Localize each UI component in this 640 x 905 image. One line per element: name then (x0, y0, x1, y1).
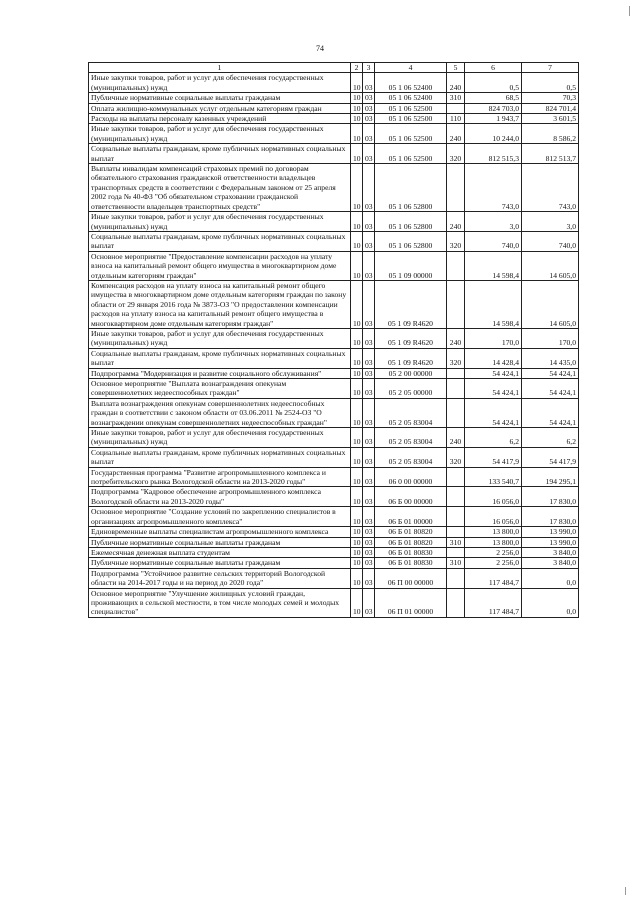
section-code: 10 (351, 328, 363, 348)
amount-year-2: 3 840,0 (522, 558, 579, 568)
expense-type-code: 310 (447, 537, 465, 547)
table-row (89, 73, 579, 93)
expense-type-code (447, 487, 465, 507)
expense-type-code (447, 398, 465, 427)
subsection-code: 03 (363, 537, 375, 547)
table-row (89, 527, 579, 537)
amount-year-1: 740,0 (465, 231, 522, 251)
table-row (89, 144, 579, 164)
scan-edge-mark (625, 887, 626, 895)
row-description: Иные закупки товаров, работ и услуг для обеспечения государственных (муниципальных) нужд (89, 124, 351, 144)
expense-type-code (447, 164, 465, 212)
expense-type-code (447, 568, 465, 588)
target-article-code: 05 2 05 83004 (375, 398, 447, 427)
table-row (89, 568, 579, 588)
row-description: Социальные выплаты гражданам, кроме публичных нормативных социальных выплат (89, 447, 351, 467)
section-code: 10 (351, 103, 363, 113)
target-article-code: 05 1 06 52400 (375, 73, 447, 93)
target-article-code: 05 1 06 52500 (375, 124, 447, 144)
subsection-code: 03 (363, 348, 375, 368)
section-code: 10 (351, 487, 363, 507)
subsection-code: 03 (363, 428, 375, 448)
table-row (89, 487, 579, 507)
section-code: 10 (351, 73, 363, 93)
amount-year-2: 17 830,0 (522, 507, 579, 527)
amount-year-1: 68,5 (465, 93, 522, 103)
amount-year-1: 14 598,4 (465, 280, 522, 328)
amount-year-1: 16 056,0 (465, 507, 522, 527)
amount-year-1: 743,0 (465, 164, 522, 212)
expense-type-code (447, 507, 465, 527)
section-code: 10 (351, 568, 363, 588)
section-code: 10 (351, 124, 363, 144)
amount-year-2: 0,0 (522, 568, 579, 588)
table-row (89, 212, 579, 232)
amount-year-1: 2 256,0 (465, 558, 522, 568)
amount-year-2: 70,3 (522, 93, 579, 103)
amount-year-2: 54 417,9 (522, 447, 579, 467)
target-article-code: 05 2 05 00000 (375, 379, 447, 399)
amount-year-1: 13 800,0 (465, 537, 522, 547)
row-description: Выплаты инвалидам компенсаций страховых премий по договорам обязательного страхования гражданской ответственности владельцев транспортных средств в соответствии с Федеральным законом от 25 апреля 2002 года № 40-ФЗ "Об обязательном страховании гражданской ответственности владельцев транспортных средств" (89, 164, 351, 212)
amount-year-1: 2 256,0 (465, 547, 522, 557)
row-description: Социальные выплаты гражданам, кроме публичных нормативных социальных выплат (89, 144, 351, 164)
expense-type-code (447, 103, 465, 113)
target-article-code: 05 2 00 00000 (375, 368, 447, 378)
row-description: Иные закупки товаров, работ и услуг для обеспечения государственных (муниципальных) нужд (89, 328, 351, 348)
subsection-code: 03 (363, 114, 375, 124)
row-description: Основное мероприятие "Предоставление компенсации расходов на уплату взноса на капитальный ремонт общего имущества в многоквартирном доме отдельным категориям граждан" (89, 251, 351, 280)
target-article-code: 05 1 09 00000 (375, 251, 447, 280)
amount-year-2: 743,0 (522, 164, 579, 212)
table-row (89, 124, 579, 144)
amount-year-2: 13 990,0 (522, 537, 579, 547)
row-description: Иные закупки товаров, работ и услуг для обеспечения государственных (муниципальных) нужд (89, 428, 351, 448)
section-code: 10 (351, 368, 363, 378)
section-code: 10 (351, 588, 363, 617)
target-article-code: 06 Б 01 80830 (375, 558, 447, 568)
amount-year-1: 10 244,0 (465, 124, 522, 144)
amount-year-1: 824 703,0 (465, 103, 522, 113)
amount-year-1: 812 515,3 (465, 144, 522, 164)
subsection-code: 03 (363, 93, 375, 103)
expense-type-code: 110 (447, 114, 465, 124)
expense-type-code: 320 (447, 231, 465, 251)
section-code: 10 (351, 93, 363, 103)
expense-type-code: 320 (447, 447, 465, 467)
column-number: 4 (375, 63, 447, 73)
table-row (89, 558, 579, 568)
subsection-code: 03 (363, 398, 375, 427)
expense-type-code: 240 (447, 328, 465, 348)
row-description: Государственная программа "Развитие агропромышленного комплекса и потребительского рынка Вологодской области на 2013-2020 годы" (89, 467, 351, 487)
section-code: 10 (351, 467, 363, 487)
amount-year-1: 54 424,1 (465, 379, 522, 399)
amount-year-1: 13 800,0 (465, 527, 522, 537)
subsection-code: 03 (363, 231, 375, 251)
expense-type-code: 310 (447, 558, 465, 568)
target-article-code: 05 2 05 83004 (375, 447, 447, 467)
target-article-code: 05 1 09 R4620 (375, 280, 447, 328)
target-article-code: 06 П 00 00000 (375, 568, 447, 588)
budget-table-body (89, 63, 579, 618)
subsection-code: 03 (363, 527, 375, 537)
row-description: Иные закупки товаров, работ и услуг для обеспечения государственных (муниципальных) нужд (89, 212, 351, 232)
amount-year-2: 6,2 (522, 428, 579, 448)
row-description: Основное мероприятие "Создание условий по закреплению специалистов в организациях агропромышленного комплекса" (89, 507, 351, 527)
amount-year-2: 14 605,0 (522, 280, 579, 328)
row-description: Единовременные выплаты специалистам агропромышленного комплекса (89, 527, 351, 537)
table-row (89, 231, 579, 251)
amount-year-1: 117 484,7 (465, 568, 522, 588)
expense-type-code (447, 251, 465, 280)
amount-year-2: 54 424,1 (522, 368, 579, 378)
scan-edge-mark (629, 6, 630, 16)
subsection-code: 03 (363, 507, 375, 527)
amount-year-1: 0,5 (465, 73, 522, 93)
section-code: 10 (351, 114, 363, 124)
amount-year-1: 133 540,7 (465, 467, 522, 487)
row-description: Основное мероприятие "Улучшение жилищных условий граждан, проживающих в сельской местности, в том числе молодых семей и молодых специалистов" (89, 588, 351, 617)
subsection-code: 03 (363, 467, 375, 487)
amount-year-1: 6,2 (465, 428, 522, 448)
amount-year-2: 0,0 (522, 588, 579, 617)
target-article-code: 05 1 06 52800 (375, 231, 447, 251)
section-code: 10 (351, 527, 363, 537)
amount-year-2: 3 840,0 (522, 547, 579, 557)
row-description: Подпрограмма "Кадровое обеспечение агропромышленного комплекса Вологодской области на 2013-2020 годы" (89, 487, 351, 507)
target-article-code: 05 1 06 52400 (375, 93, 447, 103)
table-row (89, 398, 579, 427)
column-number-row (89, 63, 579, 73)
budget-table (88, 62, 579, 618)
expense-type-code: 240 (447, 212, 465, 232)
amount-year-2: 14 605,0 (522, 251, 579, 280)
page-number: 74 (316, 44, 324, 53)
column-number: 2 (351, 63, 363, 73)
subsection-code: 03 (363, 568, 375, 588)
subsection-code: 03 (363, 588, 375, 617)
amount-year-1: 54 424,1 (465, 368, 522, 378)
row-description: Выплата вознаграждения опекунам совершеннолетних недееспособных граждан в соответствии с законом области от 03.06.2011 № 2524-ОЗ "О вознаграждении опекунам совершеннолетних недееспособных граждан" (89, 398, 351, 427)
expense-type-code: 240 (447, 73, 465, 93)
target-article-code: 06 Б 01 80830 (375, 547, 447, 557)
amount-year-1: 3,0 (465, 212, 522, 232)
table-row (89, 379, 579, 399)
amount-year-1: 16 056,0 (465, 487, 522, 507)
subsection-code: 03 (363, 487, 375, 507)
table-row (89, 251, 579, 280)
subsection-code: 03 (363, 212, 375, 232)
table-row (89, 328, 579, 348)
subsection-code: 03 (363, 547, 375, 557)
row-description: Оплата жилищно-коммунальных услуг отдельным категориям граждан (89, 103, 351, 113)
subsection-code: 03 (363, 103, 375, 113)
target-article-code: 05 1 06 52500 (375, 103, 447, 113)
target-article-code: 06 П 01 00000 (375, 588, 447, 617)
amount-year-1: 14 598,4 (465, 251, 522, 280)
subsection-code: 03 (363, 558, 375, 568)
table-row (89, 467, 579, 487)
table-row (89, 447, 579, 467)
section-code: 10 (351, 251, 363, 280)
section-code: 10 (351, 447, 363, 467)
column-number: 5 (447, 63, 465, 73)
section-code: 10 (351, 348, 363, 368)
target-article-code: 05 1 09 R4620 (375, 328, 447, 348)
amount-year-2: 13 990,0 (522, 527, 579, 537)
expense-type-code (447, 280, 465, 328)
section-code: 10 (351, 537, 363, 547)
table-row (89, 507, 579, 527)
target-article-code: 05 1 09 R4620 (375, 348, 447, 368)
row-description: Расходы на выплаты персоналу казенных учреждений (89, 114, 351, 124)
subsection-code: 03 (363, 368, 375, 378)
subsection-code: 03 (363, 251, 375, 280)
amount-year-1: 54 417,9 (465, 447, 522, 467)
expense-type-code: 320 (447, 144, 465, 164)
row-description: Основное мероприятие "Выплата вознаграждения опекунам совершеннолетних недееспособных граждан" (89, 379, 351, 399)
table-row (89, 164, 579, 212)
target-article-code: 06 Б 00 00000 (375, 487, 447, 507)
expense-type-code (447, 467, 465, 487)
section-code: 10 (351, 164, 363, 212)
row-description: Иные закупки товаров, работ и услуг для обеспечения государственных (муниципальных) нужд (89, 73, 351, 93)
section-code: 10 (351, 231, 363, 251)
expense-type-code (447, 368, 465, 378)
section-code: 10 (351, 398, 363, 427)
table-row (89, 547, 579, 557)
table-row (89, 537, 579, 547)
subsection-code: 03 (363, 124, 375, 144)
column-number: 7 (522, 63, 579, 73)
expense-type-code (447, 527, 465, 537)
amount-year-2: 0,5 (522, 73, 579, 93)
expense-type-code (447, 547, 465, 557)
expense-type-code: 310 (447, 93, 465, 103)
target-article-code: 06 Б 01 80820 (375, 537, 447, 547)
row-description: Публичные нормативные социальные выплаты гражданам (89, 537, 351, 547)
row-description: Социальные выплаты гражданам, кроме публичных нормативных социальных выплат (89, 348, 351, 368)
section-code: 10 (351, 280, 363, 328)
column-number: 1 (89, 63, 351, 73)
expense-type-code (447, 379, 465, 399)
row-description: Подпрограмма "Устойчивое развитие сельских территорий Вологодской области на 2014-2017 годы и на период до 2020 года" (89, 568, 351, 588)
expense-type-code: 240 (447, 428, 465, 448)
amount-year-2: 54 424,1 (522, 379, 579, 399)
target-article-code: 06 0 00 00000 (375, 467, 447, 487)
section-code: 10 (351, 212, 363, 232)
row-description: Социальные выплаты гражданам, кроме публичных нормативных социальных выплат (89, 231, 351, 251)
amount-year-2: 3,0 (522, 212, 579, 232)
section-code: 10 (351, 547, 363, 557)
table-row (89, 114, 579, 124)
section-code: 10 (351, 428, 363, 448)
amount-year-1: 117 484,7 (465, 588, 522, 617)
amount-year-2: 14 435,0 (522, 348, 579, 368)
amount-year-2: 3 601,5 (522, 114, 579, 124)
amount-year-2: 8 586,2 (522, 124, 579, 144)
target-article-code: 06 Б 01 00000 (375, 507, 447, 527)
amount-year-2: 17 830,0 (522, 487, 579, 507)
subsection-code: 03 (363, 328, 375, 348)
row-description: Ежемесячная денежная выплата студентам (89, 547, 351, 557)
target-article-code: 06 Б 01 80820 (375, 527, 447, 537)
subsection-code: 03 (363, 164, 375, 212)
target-article-code: 05 1 06 52800 (375, 212, 447, 232)
expense-type-code (447, 588, 465, 617)
amount-year-1: 14 428,4 (465, 348, 522, 368)
subsection-code: 03 (363, 280, 375, 328)
amount-year-2: 812 513,7 (522, 144, 579, 164)
expense-type-code: 320 (447, 348, 465, 368)
column-number: 3 (363, 63, 375, 73)
table-row (89, 103, 579, 113)
amount-year-2: 54 424,1 (522, 398, 579, 427)
amount-year-2: 194 295,1 (522, 467, 579, 487)
subsection-code: 03 (363, 447, 375, 467)
row-description: Публичные нормативные социальные выплаты гражданам (89, 93, 351, 103)
table-row (89, 280, 579, 328)
amount-year-1: 170,0 (465, 328, 522, 348)
target-article-code: 05 2 05 83004 (375, 428, 447, 448)
section-code: 10 (351, 144, 363, 164)
column-number: 6 (465, 63, 522, 73)
subsection-code: 03 (363, 379, 375, 399)
expense-type-code: 240 (447, 124, 465, 144)
target-article-code: 05 1 06 52500 (375, 144, 447, 164)
table-row (89, 93, 579, 103)
target-article-code: 05 1 06 52800 (375, 164, 447, 212)
table-row (89, 428, 579, 448)
table-row (89, 368, 579, 378)
amount-year-2: 170,0 (522, 328, 579, 348)
section-code: 10 (351, 379, 363, 399)
row-description: Компенсация расходов на уплату взноса на капитальный ремонт общего имущества в многоквартирном доме отдельным категориям граждан по закону области от 29 января 2016 года № 3873-ОЗ "О предоставлении компенсации расходов на уплату взноса на капитальный ремонт общего имущества в многоквартирном доме отдельным категориям граждан" (89, 280, 351, 328)
row-description: Публичные нормативные социальные выплаты гражданам (89, 558, 351, 568)
target-article-code: 05 1 06 52500 (375, 114, 447, 124)
section-code: 10 (351, 507, 363, 527)
subsection-code: 03 (363, 144, 375, 164)
table-row (89, 588, 579, 617)
amount-year-2: 824 701,4 (522, 103, 579, 113)
amount-year-1: 54 424,1 (465, 398, 522, 427)
amount-year-1: 1 943,7 (465, 114, 522, 124)
table-row (89, 348, 579, 368)
section-code: 10 (351, 558, 363, 568)
subsection-code: 03 (363, 73, 375, 93)
amount-year-2: 740,0 (522, 231, 579, 251)
row-description: Подпрограмма "Модернизация и развитие социального обслуживания" (89, 368, 351, 378)
